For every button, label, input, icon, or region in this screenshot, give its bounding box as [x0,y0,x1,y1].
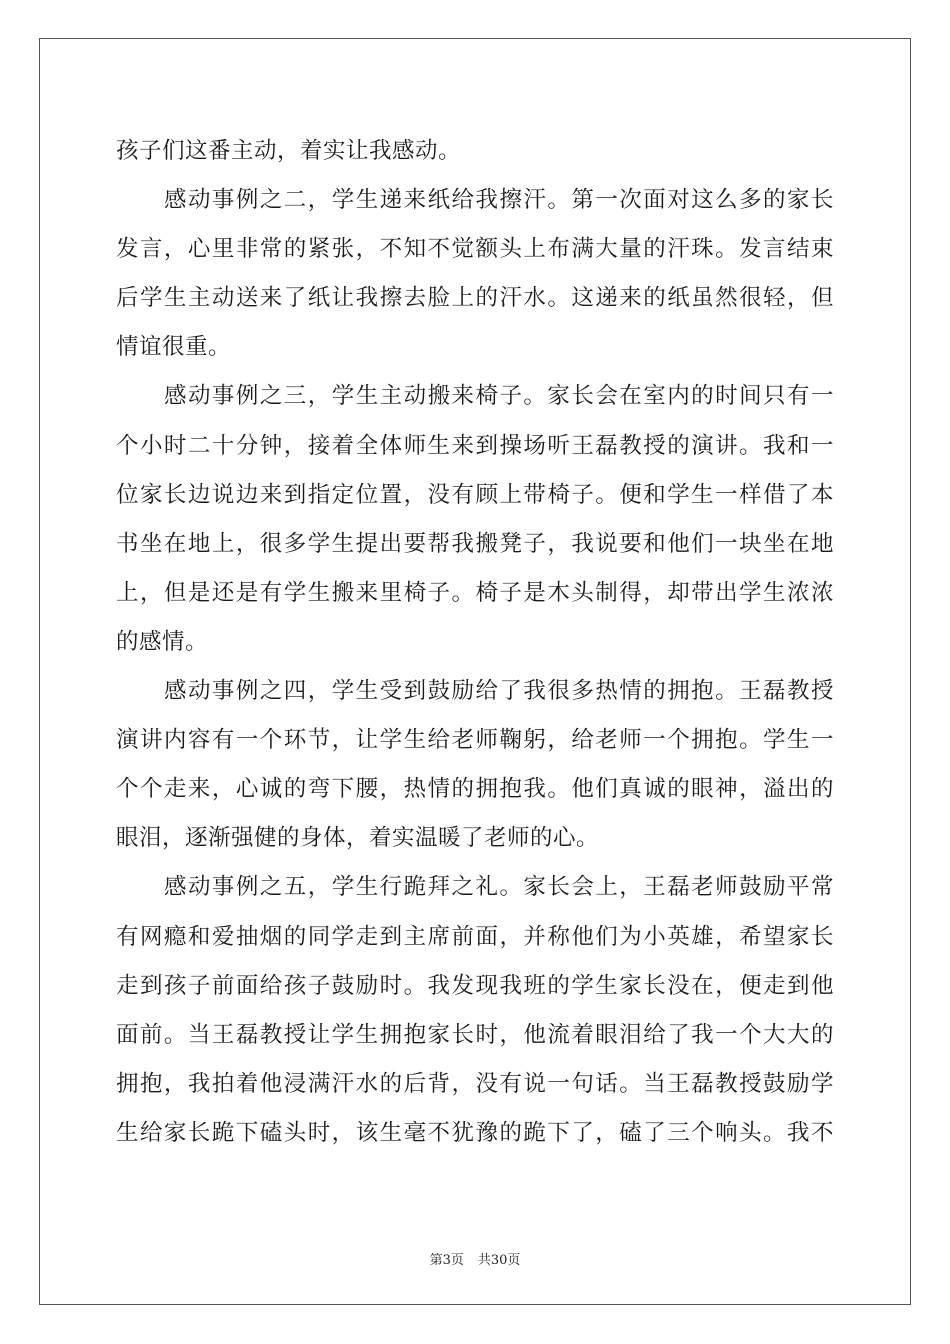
text-line: 拥抱，我拍着他浸满汗水的后背，没有说一句话。当王磊教授鼓励学 [116,1070,834,1097]
text-line: 眼泪，逐渐强健的身体，着实温暖了老师的心。 [116,825,600,852]
text-line: 上，但是还是有学生搬来里椅子。椅子是木头制得，却带出学生浓浓 [116,579,834,606]
total-pages: 共30页 [477,1253,521,1268]
text-line: 发言，心里非常的紧张，不知不觉额头上布满大量的汗珠。发言结束 [116,236,834,263]
text-line: 孩子们这番主动，着实让我感动。 [116,138,462,164]
text-line: 感动事例之五，学生行跪拜之礼。家长会上，王磊老师鼓励平常 [164,874,834,901]
text-line: 感动事例之三，学生主动搬来椅子。家长会在室内的时间只有一 [164,383,834,410]
text-line: 面前。当王磊教授让学生拥抱家长时，他流着眼泪给了我一个大大的 [116,1021,834,1048]
text-line: 感动事例之二，学生递来纸给我擦汗。第一次面对这么多的家长 [164,187,834,214]
text-line: 有网瘾和爱抽烟的同学走到主席前面，并称他们为小英雄，希望家长 [116,923,834,950]
text-line: 位家长边说边来到指定位置，没有顾上带椅子。便和学生一样借了本 [116,481,834,508]
page-footer [0,1249,950,1268]
text-line: 走到孩子前面给孩子鼓励时。我发现我班的学生家长没在，便走到他 [116,972,834,999]
text-line: 感动事例之四，学生受到鼓励给了我很多热情的拥抱。王磊教授 [164,678,834,705]
text-line: 的感情。 [116,628,209,655]
text-line: 后学生主动送来了纸让我擦去脸上的汗水。这递来的纸虽然很轻，但 [116,285,834,312]
document-body [116,127,834,1158]
text-line: 演讲内容有一个环节，让学生给老师鞠躬，给老师一个拥抱。学生一 [116,727,834,754]
text-line: 个个走来，心诚的弯下腰，热情的拥抱我。他们真诚的眼神，溢出的 [116,776,834,803]
text-line: 生给家长跪下磕头时，该生毫不犹豫的跪下了，磕了三个响头。我不 [116,1119,834,1146]
text-line: 情谊很重。 [116,334,232,361]
text-line: 个小时二十分钟，接着全体师生来到操场听王磊教授的演讲。我和一 [116,432,834,459]
text-line: 书坐在地上，很多学生提出要帮我搬凳子，我说要和他们一块坐在地 [116,530,834,557]
page-number: 第3页 [429,1253,464,1268]
